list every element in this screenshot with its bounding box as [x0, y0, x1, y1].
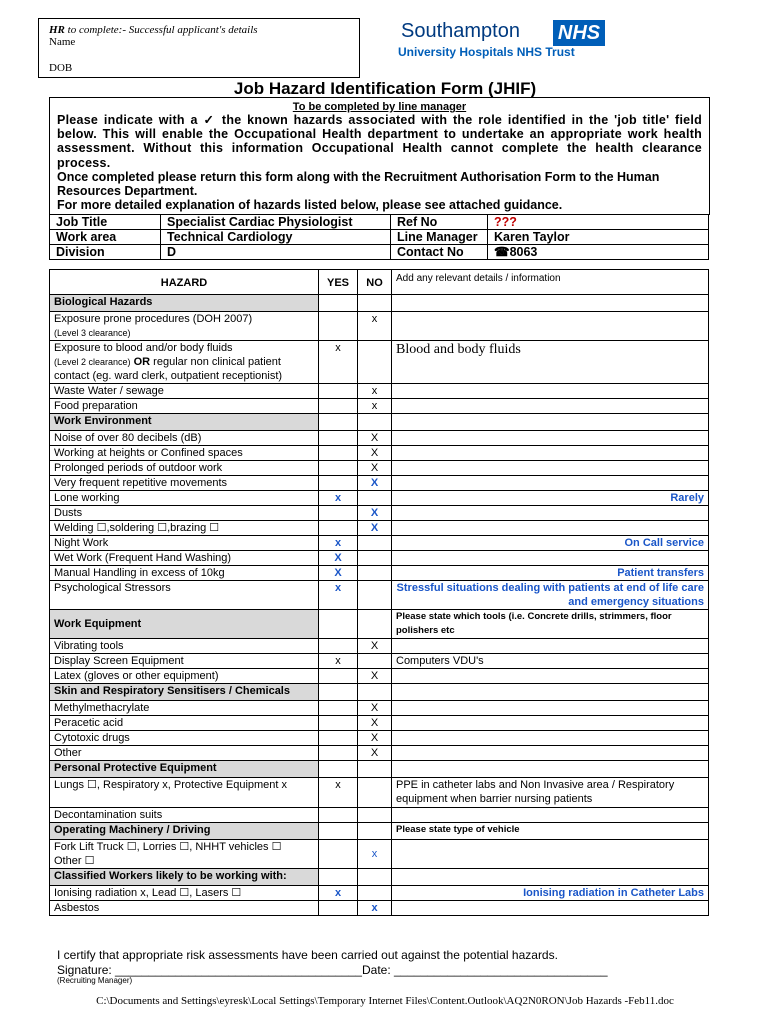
hr-box-title: HR to complete:- Successful applicant's details — [49, 24, 258, 36]
table-row: Dusts X — [50, 506, 709, 521]
date-field[interactable]: ________________________________ — [394, 963, 608, 977]
no-header: NO — [358, 270, 392, 295]
table-row: Noise of over 80 decibels (dB) X — [50, 431, 709, 446]
line-manager-label: Line Manager — [391, 230, 488, 245]
section-row: Skin and Respiratory Sensitisers / Chemicals — [50, 684, 709, 701]
instructions-para-1: Please indicate with a ✓ the known hazards associated with the role identified in the 'job title' field below. This will enable the Occupational Health department to undertake an appropriate work health assessment. Without this information Occupational Health cannot complete the health clearance process. — [57, 113, 702, 170]
table-row: Fork Lift Truck ☐, Lorries ☐, NHHT vehicles ☐ Other ☐ x — [50, 840, 709, 869]
table-row: Food preparation x — [50, 399, 709, 414]
footer-file-path: C:\Documents and Settings\eyresk\Local Settings\Temporary Internet Files\Content.Outlook\AQ2N0RON\Job Hazards -Feb11.doc — [96, 995, 674, 1007]
table-row: Wet Work (Frequent Hand Washing) X — [50, 551, 709, 566]
instructions-para-2: Once completed please return this form along with the Recruitment Authorisation Form to the Human Resources Department. — [57, 169, 660, 199]
page-title: Job Hazard Identification Form (JHIF) — [233, 79, 537, 98]
certify-statement: I certify that appropriate risk assessments have been carried out against the potential hazards. — [57, 948, 558, 962]
logo-name: Southampton — [401, 20, 520, 42]
job-info-table — [49, 214, 709, 260]
signature-line — [57, 963, 608, 977]
contact-label: Contact No — [391, 245, 488, 260]
table-row: Night Work x On Call service — [50, 536, 709, 551]
section-row: Biological Hazards — [50, 295, 709, 312]
instructions-box — [49, 97, 710, 215]
table-row: Vibrating tools X — [50, 639, 709, 654]
instructions-subtitle: To be completed by line manager — [292, 101, 467, 113]
section-row: Operating Machinery / Driving Please state type of vehicle — [50, 823, 709, 840]
division-value: D — [161, 245, 391, 260]
table-row: Other X — [50, 746, 709, 761]
handwritten-detail: Blood and body fluids — [392, 341, 709, 384]
section-row: Classified Workers likely to be working with: — [50, 869, 709, 886]
recruiting-manager-label: (Recruiting Manager) — [57, 976, 133, 985]
ref-label: Ref No — [391, 215, 488, 230]
section-row: Work Equipment Please state which tools (i.e. Concrete drills, strimmers, floor polishers etc — [50, 610, 709, 639]
table-row: Manual Handling in excess of 10kg X Patient transfers — [50, 566, 709, 581]
contact-value: ☎8063 — [488, 245, 709, 260]
table-row: Exposure to blood and/or body fluids (Level 2 clearance) OR regular non clinical patient contact (eg. ward clerk, outpatient receptionist) x Blood and body fluids — [50, 341, 709, 384]
job-title-label: Job Title — [50, 215, 161, 230]
table-row: Lungs ☐, Respiratory x, Protective Equipment x x PPE in catheter labs and Non Invasive area / Respiratory equipment when barrier nursing patients — [50, 778, 709, 808]
logo-trust: University Hospitals NHS Trust — [398, 45, 575, 59]
hazard-table — [49, 269, 709, 916]
table-row: Psychological Stressors x Stressful situations dealing with patients at end of life care and emergency situations — [50, 581, 709, 610]
hr-name-label: Name — [49, 36, 76, 48]
signature-field[interactable]: _____________________________________ — [115, 963, 362, 977]
table-row: Display Screen Equipment x Computers VDU's — [50, 654, 709, 669]
table-row: Welding ☐,soldering ☐,brazing ☐ X — [50, 521, 709, 536]
table-row: Decontamination suits — [50, 808, 709, 823]
table-row: Asbestos x — [50, 901, 709, 916]
hr-details-box — [38, 18, 360, 78]
table-row: Cytotoxic drugs X — [50, 731, 709, 746]
yes-header: YES — [319, 270, 358, 295]
table-row: Prolonged periods of outdoor work X — [50, 461, 709, 476]
instructions-para-3: For more detailed explanation of hazards listed below, please see attached guidance. — [57, 198, 563, 213]
ref-value: ??? — [488, 215, 709, 230]
table-row: Working at heights or Confined spaces X — [50, 446, 709, 461]
hr-dob-label: DOB — [49, 62, 73, 74]
table-header-row — [50, 270, 709, 295]
division-label: Division — [50, 245, 161, 260]
signature-label: Signature: — [57, 963, 116, 977]
nhs-logo — [398, 18, 608, 64]
table-row: Waste Water / sewage x — [50, 384, 709, 399]
work-area-label: Work area — [50, 230, 161, 245]
table-row: Exposure prone procedures (DOH 2007) (Level 3 clearance) x — [50, 312, 709, 341]
date-label: Date: — [361, 963, 394, 977]
work-area-value: Technical Cardiology — [161, 230, 391, 245]
section-row: Work Environment — [50, 414, 709, 431]
table-row: Latex (gloves or other equipment) X — [50, 669, 709, 684]
line-manager-value: Karen Taylor — [488, 230, 709, 245]
details-header: Add any relevant details / information — [392, 270, 709, 295]
table-row: Ionising radiation x, Lead ☐, Lasers ☐ x Ionising radiation in Catheter Labs — [50, 886, 709, 901]
section-row: Personal Protective Equipment — [50, 761, 709, 778]
table-row: Peracetic acid X — [50, 716, 709, 731]
table-row: Very frequent repetitive movements X — [50, 476, 709, 491]
hazard-header: HAZARD — [50, 270, 319, 295]
table-row: Methylmethacrylate X — [50, 701, 709, 716]
table-row: Lone working x Rarely — [50, 491, 709, 506]
nhs-badge: NHS — [553, 20, 605, 46]
job-title-value: Specialist Cardiac Physiologist — [161, 215, 391, 230]
